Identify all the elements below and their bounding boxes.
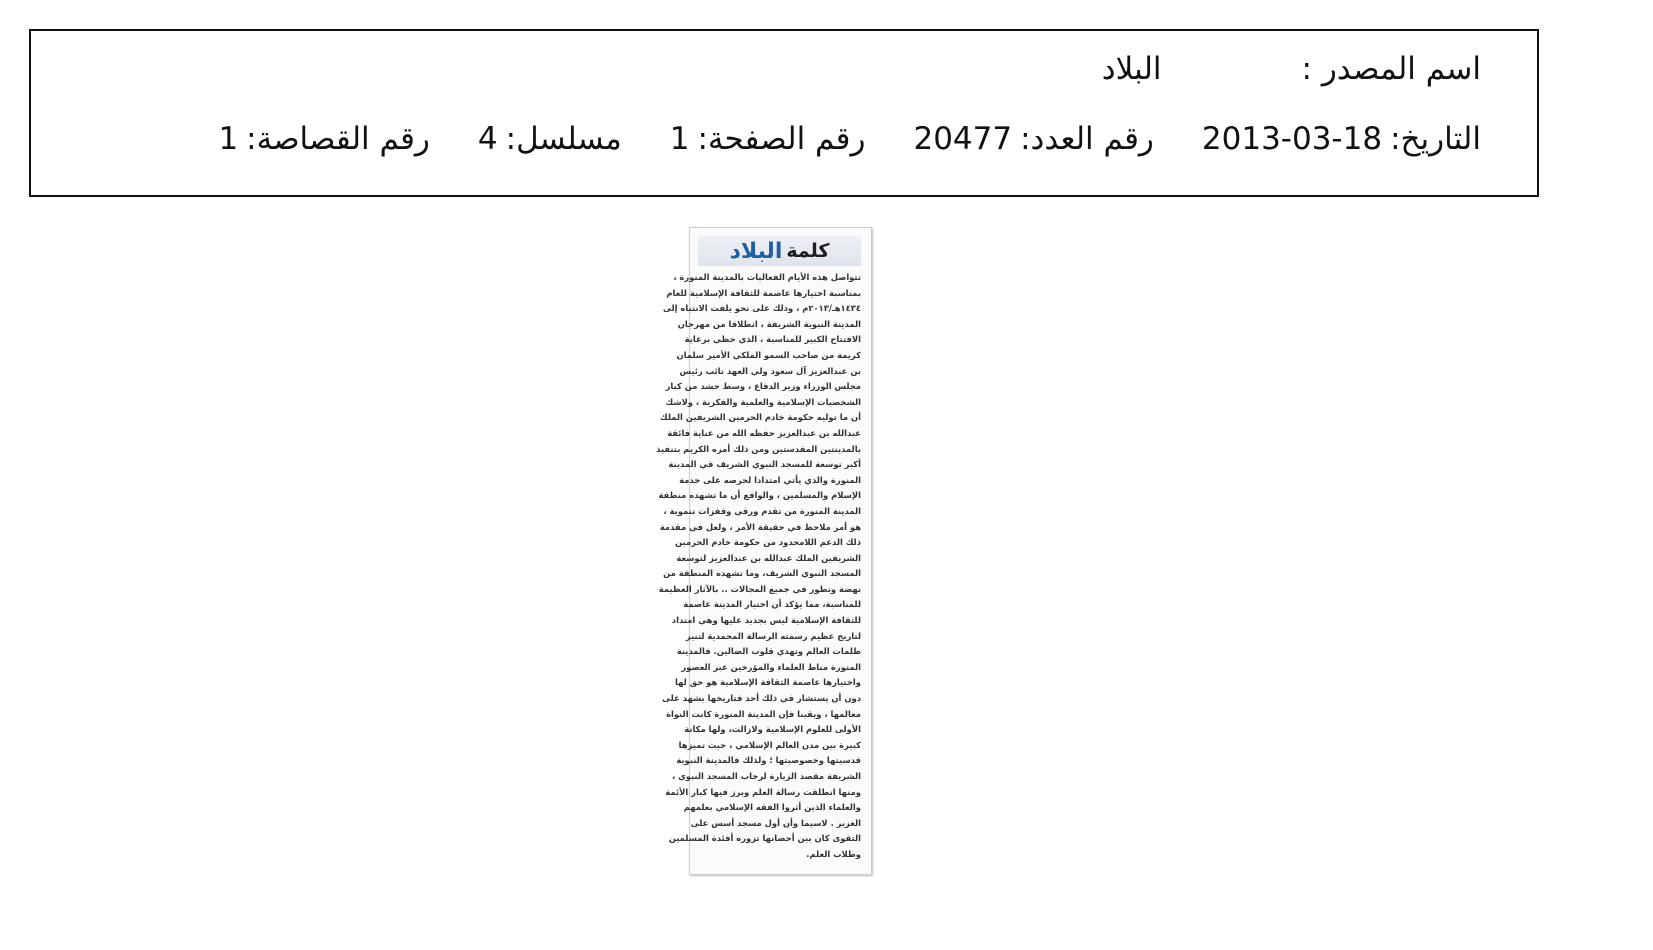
clip-field <box>218 121 429 157</box>
source-value: البلاد <box>1101 51 1162 87</box>
article-line: للمناسبة، مما يؤكد أن اختيار المدينة عاصمة <box>683 599 861 610</box>
article-line: واختيارها عاصمة الثقافة الإسلامية هو حق لها <box>674 677 861 688</box>
serial-label: مسلسل: <box>505 121 622 157</box>
article-line: المنورة مناط العلماء والمؤرخين عبر العصور <box>681 661 861 672</box>
article-line: ذلك الدعم اللامحدود من حكومة خادم الحرمين <box>675 537 861 548</box>
article-line: أن ما توليه حكومة خادم الحرمين الشريفين الملك <box>660 412 861 423</box>
details-row <box>218 121 1481 157</box>
article-line: دون أن يستشار في ذلك أحد فتاريخها يشهد على <box>662 693 861 704</box>
article-line: كريمة من صاحب السمو الملكي الأمير سلمان <box>676 349 861 360</box>
newspaper-clipping <box>656 227 872 875</box>
article-body <box>656 270 861 870</box>
article-line: الافتتاح الكبير للمناسبة ، الذي حظي برعاية <box>684 334 861 345</box>
source-row <box>1102 51 1481 87</box>
masthead-brand: البلاد <box>729 238 783 264</box>
page-value: 1 <box>669 121 690 157</box>
article-line: التقوى كان بين أحضانها تزوره أفئدة المسلمين <box>668 833 861 844</box>
article-line: الإسلام والمسلمين ، والواقع أن ما تشهده منطقة <box>658 490 861 501</box>
article-line: هو أمر ملاحظ في حقيقة الأمر ، ولعل في مقدمة <box>659 521 861 532</box>
article-line: المدينة المنورة من تقدم ورقي وقفزات تنموية ، <box>663 505 861 516</box>
article-line: لتاريخ عظيم رسمته الرسالة المحمدية لتنير <box>685 630 861 641</box>
clip-label: رقم القصاصة: <box>246 121 430 157</box>
article-line: عبدالله بن عبدالعزيز حفظه الله من عناية فائقة <box>667 427 861 438</box>
article-line: معالمها ، ويقينا فإن المدينة المنورة كانت النواة <box>666 708 861 719</box>
article-line: ظلمات العالم وتهدي قلوب الضالين. فالمدينة <box>676 646 861 657</box>
source-label: اسم المصدر : <box>1301 51 1481 87</box>
masthead-word: كلمة <box>786 240 830 262</box>
page-label: رقم الصفحة: <box>697 121 866 157</box>
article-line: الغزير . لاسيما وأن أول مسجد أسس على <box>690 817 861 828</box>
article-line: الشخصيات الإسلامية والعلمية والفكرية ، ولاشك <box>665 396 861 407</box>
article-line: تتواصل هذه الأيام الفعاليات بالمدينة المنورة ، <box>673 272 861 282</box>
serial-field <box>478 121 622 157</box>
article-line: وطلاب العلم. <box>806 848 861 859</box>
article-line: والعلماء الذين أثروا الفقه الإسلامي بعلمهم <box>683 802 861 813</box>
article-line: كبيرة بين مدن العالم الإسلامي ، حيث تميزها <box>678 739 861 750</box>
date-field <box>1202 121 1481 157</box>
date-label: التاريخ: <box>1390 121 1481 157</box>
article-line: بمناسبة اختيارها عاصمة للثقافة الإسلامية للعام <box>666 287 861 298</box>
article-line: الشريفين الملك عبدالله بن عبدالعزيز لتوسعة <box>676 552 861 563</box>
article-line: المنورة والذي يأتي امتدادا لحرصه على خدمة <box>679 474 861 485</box>
article-line: المدينة النبوية الشريفة ، انطلاقا من مهرجان <box>677 318 861 329</box>
article-line: المسجد النبوي الشريف، وما تشهده المنطقة من <box>663 568 861 579</box>
article-line: نهضة وتطور في جميع المجالات .. بالآثار العظيمة <box>658 583 861 594</box>
clip-value: 1 <box>218 121 239 157</box>
article-line: ومنها انطلقت رسالة العلم وبرز فيها كبار الأئمة <box>665 786 861 797</box>
article-line: الأولى للعلوم الإسلامية ولازالت، ولها مكانة <box>684 724 861 735</box>
article-line: بالمدينتين المقدستين ومن ذلك أمره الكريم بتنفيذ <box>656 443 861 454</box>
article-line: الشريفة مقصد الزيارة لرحاب المسجد النبوي ، <box>671 771 861 781</box>
metadata-box <box>29 29 1539 197</box>
date-value: 2013-03-18 <box>1201 121 1383 157</box>
issue-value: 20477 <box>913 121 1013 157</box>
clipping-masthead <box>698 236 861 266</box>
article-line: للثقافة الإسلامية ليس بجديد عليها وهي امتداد <box>671 615 861 626</box>
article-line: أكبر توسعة للمسجد النبوي الشريف في المدينة <box>668 459 861 470</box>
article-line: قدسيتها وخصوصيتها ؛ ولذلك فالمدينة النبوية <box>676 755 861 766</box>
article-line: مجلس الوزراء وزير الدفاع ، وسط حشد من كبار <box>665 381 861 392</box>
page-field <box>670 121 866 157</box>
article-line: ١٤٣٤هـ/٢٠١٣م ، وذلك على نحو يلفت الانتباه إلى <box>663 303 861 314</box>
issue-label: رقم العدد: <box>1020 121 1154 157</box>
issue-field <box>913 121 1153 157</box>
article-line: بن عبدالعزيز آل سعود ولي العهد نائب رئيس <box>679 365 861 376</box>
serial-value: 4 <box>477 121 498 157</box>
